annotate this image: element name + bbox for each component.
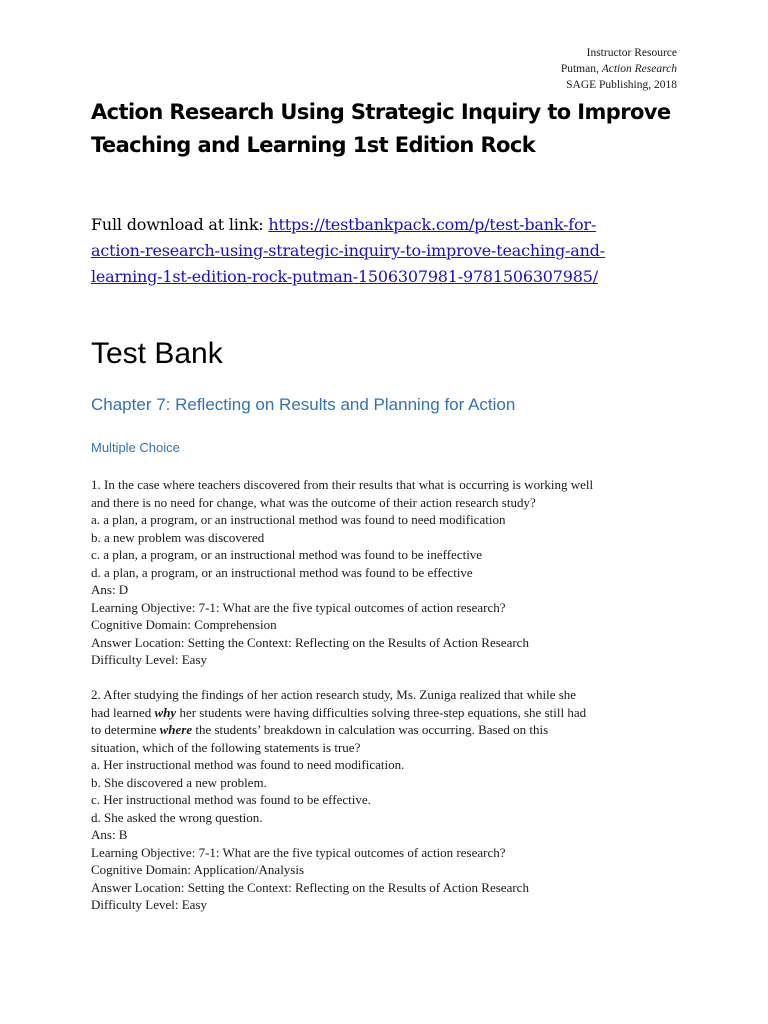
answer-option-d: d. a plan, a program, or an instructional method was found to be effective xyxy=(91,564,473,580)
download-prefix: Full download at link: xyxy=(91,215,264,234)
answer-option-d: d. She asked the wrong question. xyxy=(91,809,263,825)
question-item xyxy=(91,476,691,669)
answer-option-b: b. She discovered a new problem. xyxy=(91,774,267,790)
resource-label: Instructor Resource xyxy=(586,47,677,59)
download-link-part-2[interactable]: action-research-using-strategic-inquiry-to-improve-teaching-and- xyxy=(91,241,605,260)
author-book-line xyxy=(561,61,677,77)
question-stem: situation, which of the following statements is true? xyxy=(91,739,361,755)
publisher-line: SAGE Publishing, 2018 xyxy=(566,79,677,91)
stem-text: her students were having difficulties solving three-step equations, she still had xyxy=(179,704,587,720)
answer-location: Answer Location: Setting the Context: Reflecting on the Results of Action Research xyxy=(91,879,529,895)
download-line-2 xyxy=(91,238,691,264)
question-list xyxy=(91,476,691,931)
emphasized-word: why xyxy=(154,704,177,720)
answer-location: Answer Location: Setting the Context: Reflecting on the Results of Action Research xyxy=(91,634,529,650)
book-short-title: Action Research xyxy=(601,63,677,75)
question-item xyxy=(91,686,691,914)
correct-answer: Ans: D xyxy=(91,582,129,597)
question-stem xyxy=(91,704,691,722)
stem-text: to determine xyxy=(91,722,157,737)
test-bank-heading: Test Bank xyxy=(91,337,223,370)
emphasized-word: where xyxy=(159,722,193,737)
answer-option-b: b. a new problem was discovered xyxy=(91,529,265,545)
document-title xyxy=(91,96,691,162)
download-line-3 xyxy=(91,264,691,290)
learning-objective: Learning Objective: 7-1: What are the five typical outcomes of action research? xyxy=(91,599,506,615)
cognitive-domain: Cognitive Domain: Application/Analysis xyxy=(91,862,305,877)
download-link-part-1[interactable]: https://testbankpack.com/p/test-bank-for- xyxy=(268,215,597,234)
question-stem xyxy=(91,721,691,739)
difficulty-level: Difficulty Level: Easy xyxy=(91,652,208,667)
download-line-1 xyxy=(91,212,691,238)
question-stem: and there is no need for change, what was the outcome of their action research study? xyxy=(91,494,536,510)
instructor-resource-header xyxy=(561,45,677,93)
title-line-2: Teaching and Learning 1st Edition Rock xyxy=(91,133,536,157)
chapter-heading: Chapter 7: Reflecting on Results and Planning for Action xyxy=(91,395,516,414)
correct-answer: Ans: B xyxy=(91,827,128,842)
learning-objective: Learning Objective: 7-1: What are the five typical outcomes of action research? xyxy=(91,844,506,860)
download-paragraph xyxy=(91,212,691,290)
stem-text: the students’ breakdown in calculation was occurring. Based on this xyxy=(195,722,549,737)
cognitive-domain: Cognitive Domain: Comprehension xyxy=(91,617,277,632)
answer-option-c: c. Her instructional method was found to be effective. xyxy=(91,792,371,807)
stem-text: had learned xyxy=(91,704,152,720)
section-heading: Multiple Choice xyxy=(91,440,180,455)
download-link-part-3[interactable]: learning-1st-edition-rock-putman-1506307981-9781506307985/ xyxy=(91,267,598,286)
answer-option-a: a. Her instructional method was found to need modification. xyxy=(91,757,405,772)
answer-option-c: c. a plan, a program, or an instructional method was found to be ineffective xyxy=(91,547,483,562)
difficulty-level: Difficulty Level: Easy xyxy=(91,897,208,912)
author-name: Putman, xyxy=(560,63,599,75)
question-stem: 2. After studying the findings of her action research study, Ms. Zuniga realized that while she xyxy=(91,687,577,702)
question-stem: 1. In the case where teachers discovered from their results that what is occurring is working well xyxy=(91,477,594,492)
answer-option-a: a. a plan, a program, or an instructional method was found to need modification xyxy=(91,512,506,527)
title-line-1: Action Research Using Strategic Inquiry to Improve xyxy=(91,100,671,124)
